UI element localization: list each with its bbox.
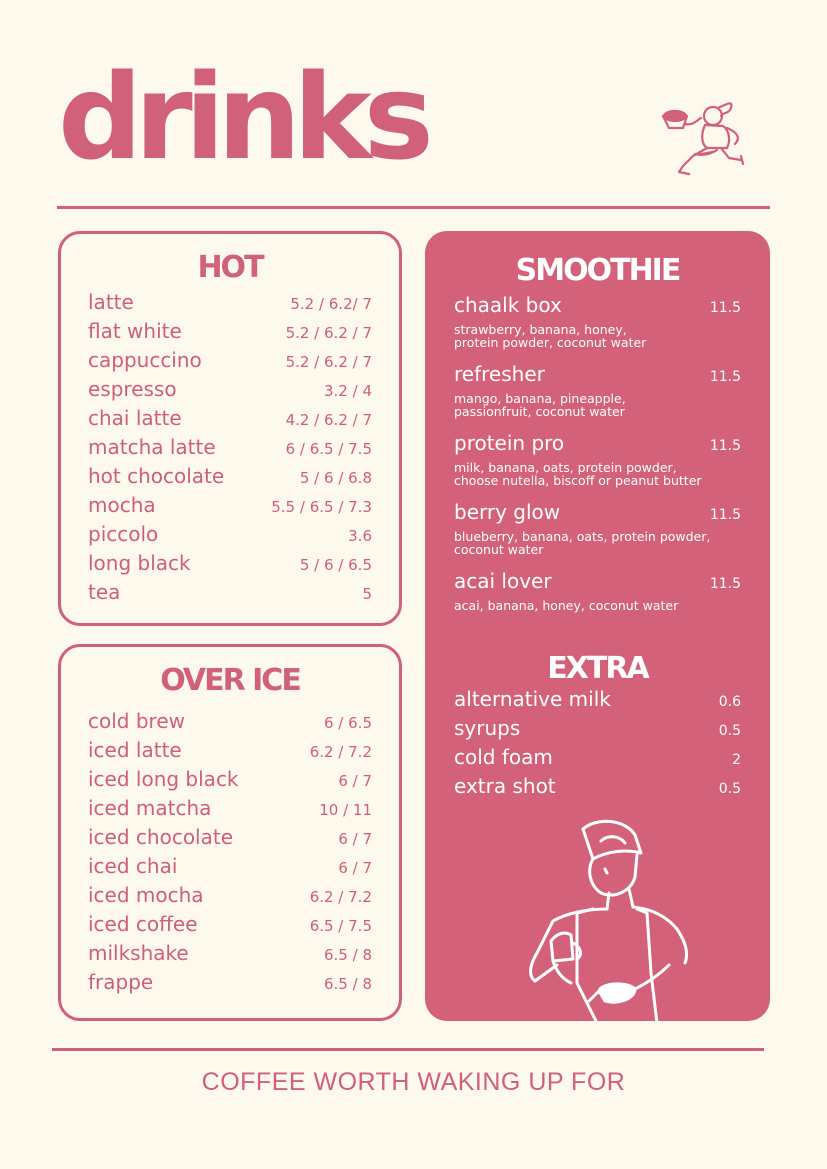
smoothie-item: [454, 362, 741, 418]
barista-illustration: [497, 813, 697, 1021]
smoothie-item-header: [454, 362, 741, 386]
over-ice-item: [88, 883, 372, 912]
smoothie-desc-line: milk, banana, oats, protein powder,: [454, 460, 677, 475]
item-price: 6.5 / 8: [324, 975, 372, 993]
item-name: piccolo: [88, 522, 159, 546]
hot-list: [88, 290, 372, 609]
item-name: alternative milk: [454, 687, 611, 711]
footer-divider: [52, 1048, 764, 1051]
smoothie-name: berry glow: [454, 500, 561, 524]
smoothie-price: 11.5: [709, 438, 741, 454]
smoothie-description: [454, 323, 741, 349]
over-ice-item: [88, 854, 372, 883]
item-price: 5 / 6 / 6.5: [299, 556, 372, 574]
smoothie-description: [454, 461, 741, 487]
item-price: 6 / 7: [338, 772, 372, 790]
item-price: 2: [732, 752, 741, 768]
item-name: cappuccino: [88, 348, 202, 372]
extra-item: [454, 716, 741, 745]
item-name: flat white: [88, 319, 182, 343]
smoothie-desc-line: acai, banana, honey, coconut water: [454, 598, 679, 613]
smoothie-price: 11.5: [709, 507, 741, 523]
running-waitress-illustration: [655, 98, 750, 180]
hot-item: [88, 406, 372, 435]
item-price: 6 / 6.5 / 7.5: [285, 440, 372, 458]
smoothie-item-header: [454, 293, 741, 317]
over-ice-item: [88, 941, 372, 970]
over-ice-item: [88, 796, 372, 825]
item-name: cold brew: [88, 709, 185, 733]
smoothie-list: [454, 293, 741, 625]
smoothie-item: [454, 431, 741, 487]
item-price: 0.5: [718, 723, 741, 739]
hot-item: [88, 290, 372, 319]
item-name: iced long black: [88, 767, 239, 791]
item-price: 0.5: [718, 781, 741, 797]
item-name: milkshake: [88, 941, 189, 965]
smoothie-desc-line: protein powder, coconut water: [454, 335, 647, 350]
over-ice-item: [88, 970, 372, 999]
hot-item: [88, 464, 372, 493]
extra-item: [454, 687, 741, 716]
hot-item: [88, 580, 372, 609]
page-title: drinks: [58, 48, 426, 186]
footer-tagline: COFFEE WORTH WAKING UP FOR: [201, 1068, 626, 1096]
item-price: 6.2 / 7.2: [309, 743, 372, 761]
smoothie-desc-line: strawberry, banana, honey,: [454, 322, 627, 337]
smoothie-description: [454, 530, 741, 556]
smoothie-price: 11.5: [709, 576, 741, 592]
item-price: 6.2 / 7.2: [309, 888, 372, 906]
over-ice-title: OVER ICE: [160, 663, 300, 698]
extra-item: [454, 745, 741, 774]
smoothie-desc-line: mango, banana, pineapple,: [454, 391, 626, 406]
smoothie-description: [454, 599, 741, 612]
item-name: iced chai: [88, 854, 178, 878]
item-name: espresso: [88, 377, 177, 401]
item-name: mocha: [88, 493, 156, 517]
item-price: 5.2 / 6.2 / 7: [285, 324, 372, 342]
hot-item: [88, 522, 372, 551]
smoothie-title: SMOOTHIE: [515, 253, 680, 288]
item-name: tea: [88, 580, 121, 604]
smoothie-name: refresher: [454, 362, 545, 386]
smoothie-item: [454, 500, 741, 556]
item-name: frappe: [88, 970, 154, 994]
over-ice-item: [88, 709, 372, 738]
smoothie-item-header: [454, 569, 741, 593]
hot-item: [88, 348, 372, 377]
header-divider: [57, 206, 770, 209]
over-ice-item: [88, 825, 372, 854]
over-ice-item: [88, 738, 372, 767]
smoothie-desc-line: coconut water: [454, 542, 544, 557]
smoothie-price: 11.5: [709, 369, 741, 385]
smoothie-price: 11.5: [709, 300, 741, 316]
item-price: 0.6: [718, 694, 741, 710]
item-name: chai latte: [88, 406, 182, 430]
smoothie-panel: [425, 231, 770, 1021]
extra-item: [454, 774, 741, 803]
item-price: 3.6: [348, 527, 372, 545]
item-name: iced chocolate: [88, 825, 234, 849]
item-name: cold foam: [454, 745, 553, 769]
smoothie-description: [454, 392, 741, 418]
hot-item: [88, 493, 372, 522]
smoothie-desc-line: passionfruit, coconut water: [454, 404, 625, 419]
smoothie-item: [454, 569, 741, 612]
item-name: iced coffee: [88, 912, 198, 936]
smoothie-item: [454, 293, 741, 349]
hot-item: [88, 319, 372, 348]
item-name: syrups: [454, 716, 521, 740]
item-price: 5: [362, 585, 372, 603]
over-ice-panel: [58, 644, 402, 1021]
item-price: 3.2 / 4: [324, 382, 372, 400]
extra-list: [454, 687, 741, 803]
item-name: iced matcha: [88, 796, 212, 820]
hot-item: [88, 435, 372, 464]
smoothie-desc-line: choose nutella, biscoff or peanut butter: [454, 473, 702, 488]
smoothie-name: protein pro: [454, 431, 565, 455]
item-price: 6.5 / 8: [324, 946, 372, 964]
item-name: latte: [88, 290, 134, 314]
hot-item: [88, 377, 372, 406]
item-name: hot chocolate: [88, 464, 225, 488]
hot-panel: [58, 231, 402, 626]
over-ice-item: [88, 767, 372, 796]
extra-title: EXTRA: [547, 651, 648, 686]
hot-item: [88, 551, 372, 580]
item-price: 6 / 7: [338, 830, 372, 848]
item-name: iced latte: [88, 738, 182, 762]
smoothie-desc-line: blueberry, banana, oats, protein powder,: [454, 529, 711, 544]
smoothie-item-header: [454, 500, 741, 524]
item-price: 5.5 / 6.5 / 7.3: [271, 498, 372, 516]
item-name: iced mocha: [88, 883, 204, 907]
hot-title: HOT: [197, 250, 263, 285]
item-price: 6 / 7: [338, 859, 372, 877]
smoothie-name: acai lover: [454, 569, 552, 593]
item-price: 6.5 / 7.5: [309, 917, 372, 935]
item-price: 6 / 6.5: [324, 714, 372, 732]
item-price: 5.2 / 6.2/ 7: [290, 295, 372, 313]
item-price: 5.2 / 6.2 / 7: [285, 353, 372, 371]
item-name: long black: [88, 551, 191, 575]
smoothie-name: chaalk box: [454, 293, 562, 317]
over-ice-list: [88, 709, 372, 999]
item-price: 5 / 6 / 6.8: [299, 469, 372, 487]
item-price: 4.2 / 6.2 / 7: [285, 411, 372, 429]
over-ice-item: [88, 912, 372, 941]
item-price: 10 / 11: [319, 801, 372, 819]
smoothie-item-header: [454, 431, 741, 455]
item-name: matcha latte: [88, 435, 216, 459]
item-name: extra shot: [454, 774, 556, 798]
